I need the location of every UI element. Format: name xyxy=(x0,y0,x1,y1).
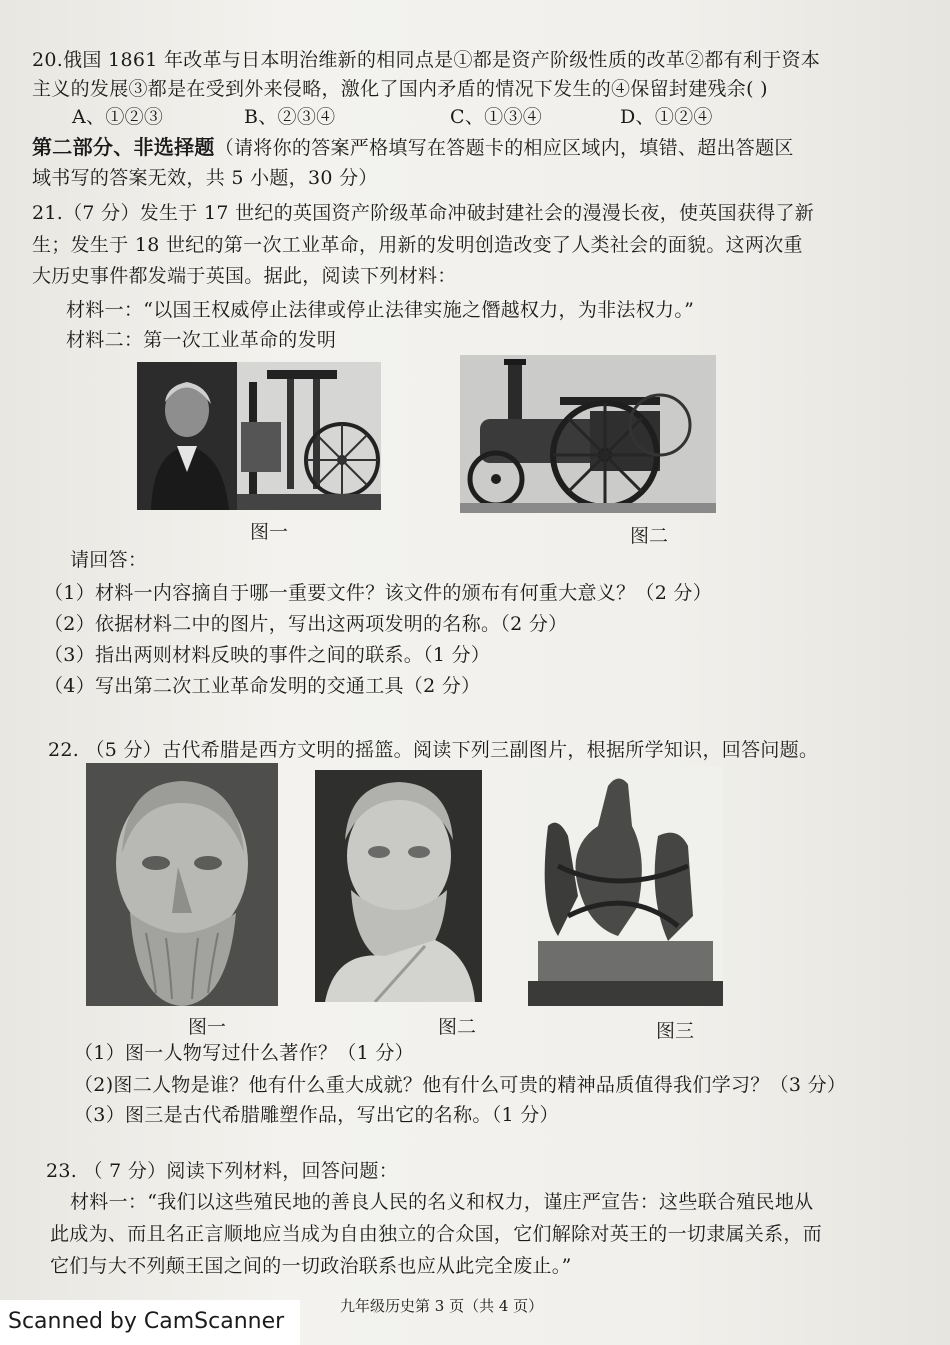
q21-line-2: 生；发生于 18 世纪的第一次工业革命，用新的发明创造改变了人类社会的面貌。这两次重 xyxy=(32,234,803,256)
q22-figure-2-caption: 图二 xyxy=(438,1016,477,1038)
q23-material-1-line-1: 材料一：“我们以这些殖民地的善良人民的名义和权力，谨庄严宣告：这些联合殖民地从 xyxy=(70,1191,814,1213)
q20-line-1: 20.俄国 1861 年改革与日本明治维新的相同点是①都是资产阶级性质的改革②都有利于资本 xyxy=(32,49,821,71)
q22-figure-3-caption: 图三 xyxy=(656,1020,695,1042)
q20-line-2: 主义的发展③都是在受到外来侵略，激化了国内矛盾的情况下发生的④保留封建残余( ) xyxy=(32,78,768,100)
q21-prompt: 请回答： xyxy=(70,549,148,571)
q23-stem: 23. （ 7 分）阅读下列材料，回答问题： xyxy=(46,1160,399,1182)
q21-figure-1-caption: 图一 xyxy=(250,521,289,543)
q20-option-b: B、②③④ xyxy=(244,106,336,128)
q22-question-1: （1）图一人物写过什么著作？（1 分） xyxy=(74,1042,414,1064)
q22-question-3: （3）图三是古代希腊雕塑作品，写出它的名称。（1 分） xyxy=(74,1104,559,1126)
q22-figure-2-archimedes-bust xyxy=(315,770,482,1002)
q22-stem: 22. （5 分）古代希腊是西方文明的摇篮。阅读下列三副图片，根据所学知识，回答问题。 xyxy=(48,739,819,761)
q21-material-1: 材料一：“以国王权威停止法律或停止法律实施之僭越权力，为非法权力。” xyxy=(66,299,695,321)
q20-option-c: C、①③④ xyxy=(450,106,543,128)
q21-line-1: 21.（7 分）发生于 17 世纪的英国资产阶级革命冲破封建社会的漫漫长夜，使英国获得了新 xyxy=(32,202,815,224)
camscanner-watermark xyxy=(0,1300,300,1345)
q21-question-3: （3）指出两则材料反映的事件之间的联系。（1 分） xyxy=(44,644,491,666)
part2-instruction-1: （请将你的答案严格填写在答题卡的相应区域内，填错、超出答题区 xyxy=(214,137,794,159)
q23-material-1-line-2: 此成为、而且名正言顺地应当成为自由独立的合众国，它们解除对英王的一切隶属关系，而 xyxy=(50,1223,823,1245)
q22-figure-1-homer-bust xyxy=(86,763,278,1006)
q21-line-3: 大历史事件都发端于英国。据此，阅读下列材料： xyxy=(32,265,457,287)
q22-figure-1-caption: 图一 xyxy=(188,1016,227,1038)
q22-question-2: （2)图二人物是谁？他有什么重大成就？他有什么可贵的精神品质值得我们学习？（3 分） xyxy=(74,1074,847,1096)
q20-option-d: D、①②④ xyxy=(620,106,713,128)
q21-question-2: （2）依据材料二中的图片，写出这两项发明的名称。（2 分） xyxy=(44,613,568,635)
q21-question-4: （4）写出第二次工业革命发明的交通工具（2 分） xyxy=(44,675,481,697)
q21-question-1: （1）材料一内容摘自于哪一重要文件？该文件的颁布有何重大意义？（2 分） xyxy=(44,582,713,604)
part2-instruction-2: 域书写的答案无效，共 5 小题，30 分） xyxy=(32,167,378,189)
q20-option-a: A、①②③ xyxy=(72,106,164,128)
q21-figure-2-locomotive xyxy=(460,355,716,513)
q21-figure-2-caption: 图二 xyxy=(630,525,669,547)
watermark-text: Scanned by CamScanner xyxy=(8,1309,285,1334)
part2-title: 第二部分、非选择题 xyxy=(32,135,215,159)
q22-figure-3-laocoon-sculpture xyxy=(528,766,723,1006)
q23-material-1-line-3: 它们与大不列颠王国之间的一切政治联系也应从此完全废止。” xyxy=(50,1255,572,1277)
part2-header-line-1 xyxy=(32,135,794,160)
q21-figure-1-watt-steam-engine xyxy=(137,362,381,510)
q20-options xyxy=(72,105,713,129)
page-footer: 九年级历史第 3 页（共 4 页） xyxy=(340,1297,544,1315)
q21-material-2: 材料二：第一次工业革命的发明 xyxy=(66,329,337,351)
